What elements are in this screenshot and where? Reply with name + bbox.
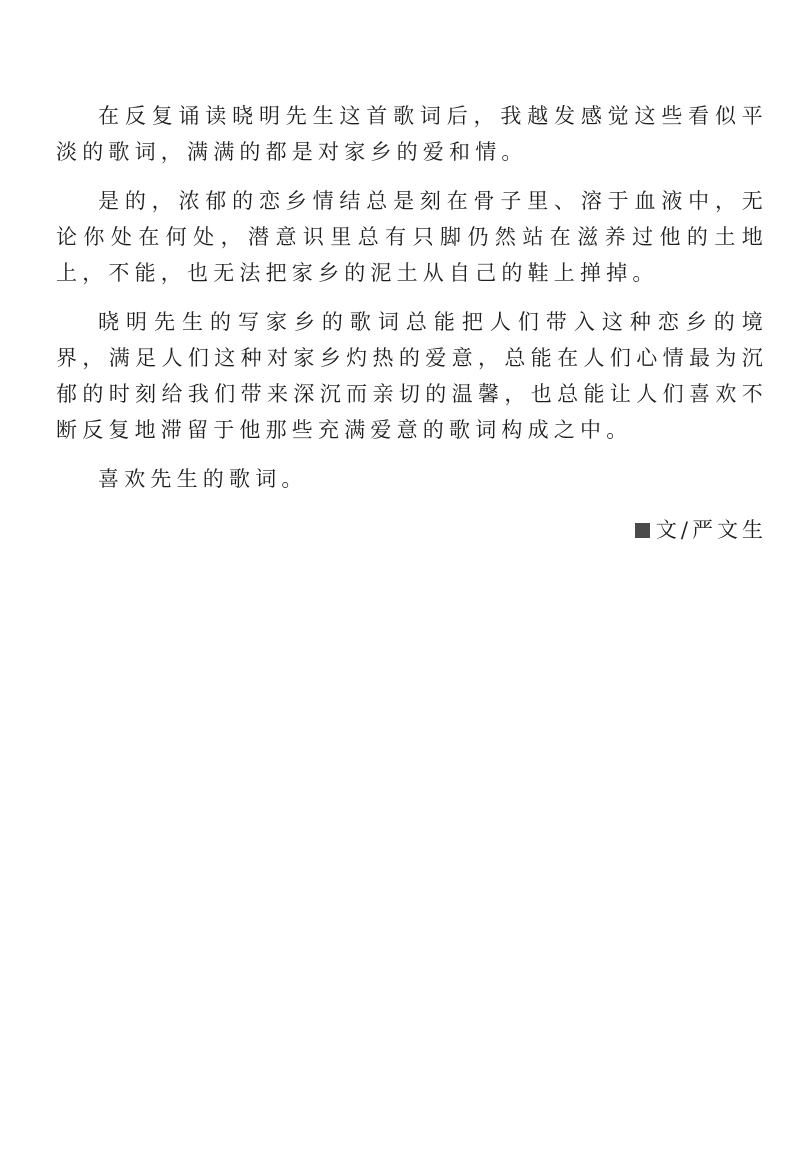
paragraph-1: 在反复诵读晓明先生这首歌词后，我越发感觉这些看似平淡的歌词，满满的都是对家乡的爱和情。 <box>56 104 768 164</box>
square-bullet-icon <box>635 523 650 538</box>
author-byline <box>635 512 767 548</box>
article-body <box>56 98 768 510</box>
author-byline-text: 文/严文生 <box>655 518 767 542</box>
paragraph-4: 喜欢先生的歌词。 <box>98 467 308 491</box>
paragraph-2: 是的，浓郁的恋乡情结总是刻在骨子里、溶于血液中，无论你处在何处，潜意识里总有只脚仍然站在滋养过他的土地上，不能，也无法把家乡的泥土从自己的鞋上掸掉。 <box>56 189 768 285</box>
paragraph-3: 晓明先生的写家乡的歌词总能把人们带入这种恋乡的境界，满足人们这种对家乡灼热的爱意，总能在人们心情最为沉郁的时刻给我们带来深沉而亲切的温馨，也总能让人们喜欢不断反复地滞留于他那些充满爱意的歌词构成之中。 <box>56 310 768 442</box>
